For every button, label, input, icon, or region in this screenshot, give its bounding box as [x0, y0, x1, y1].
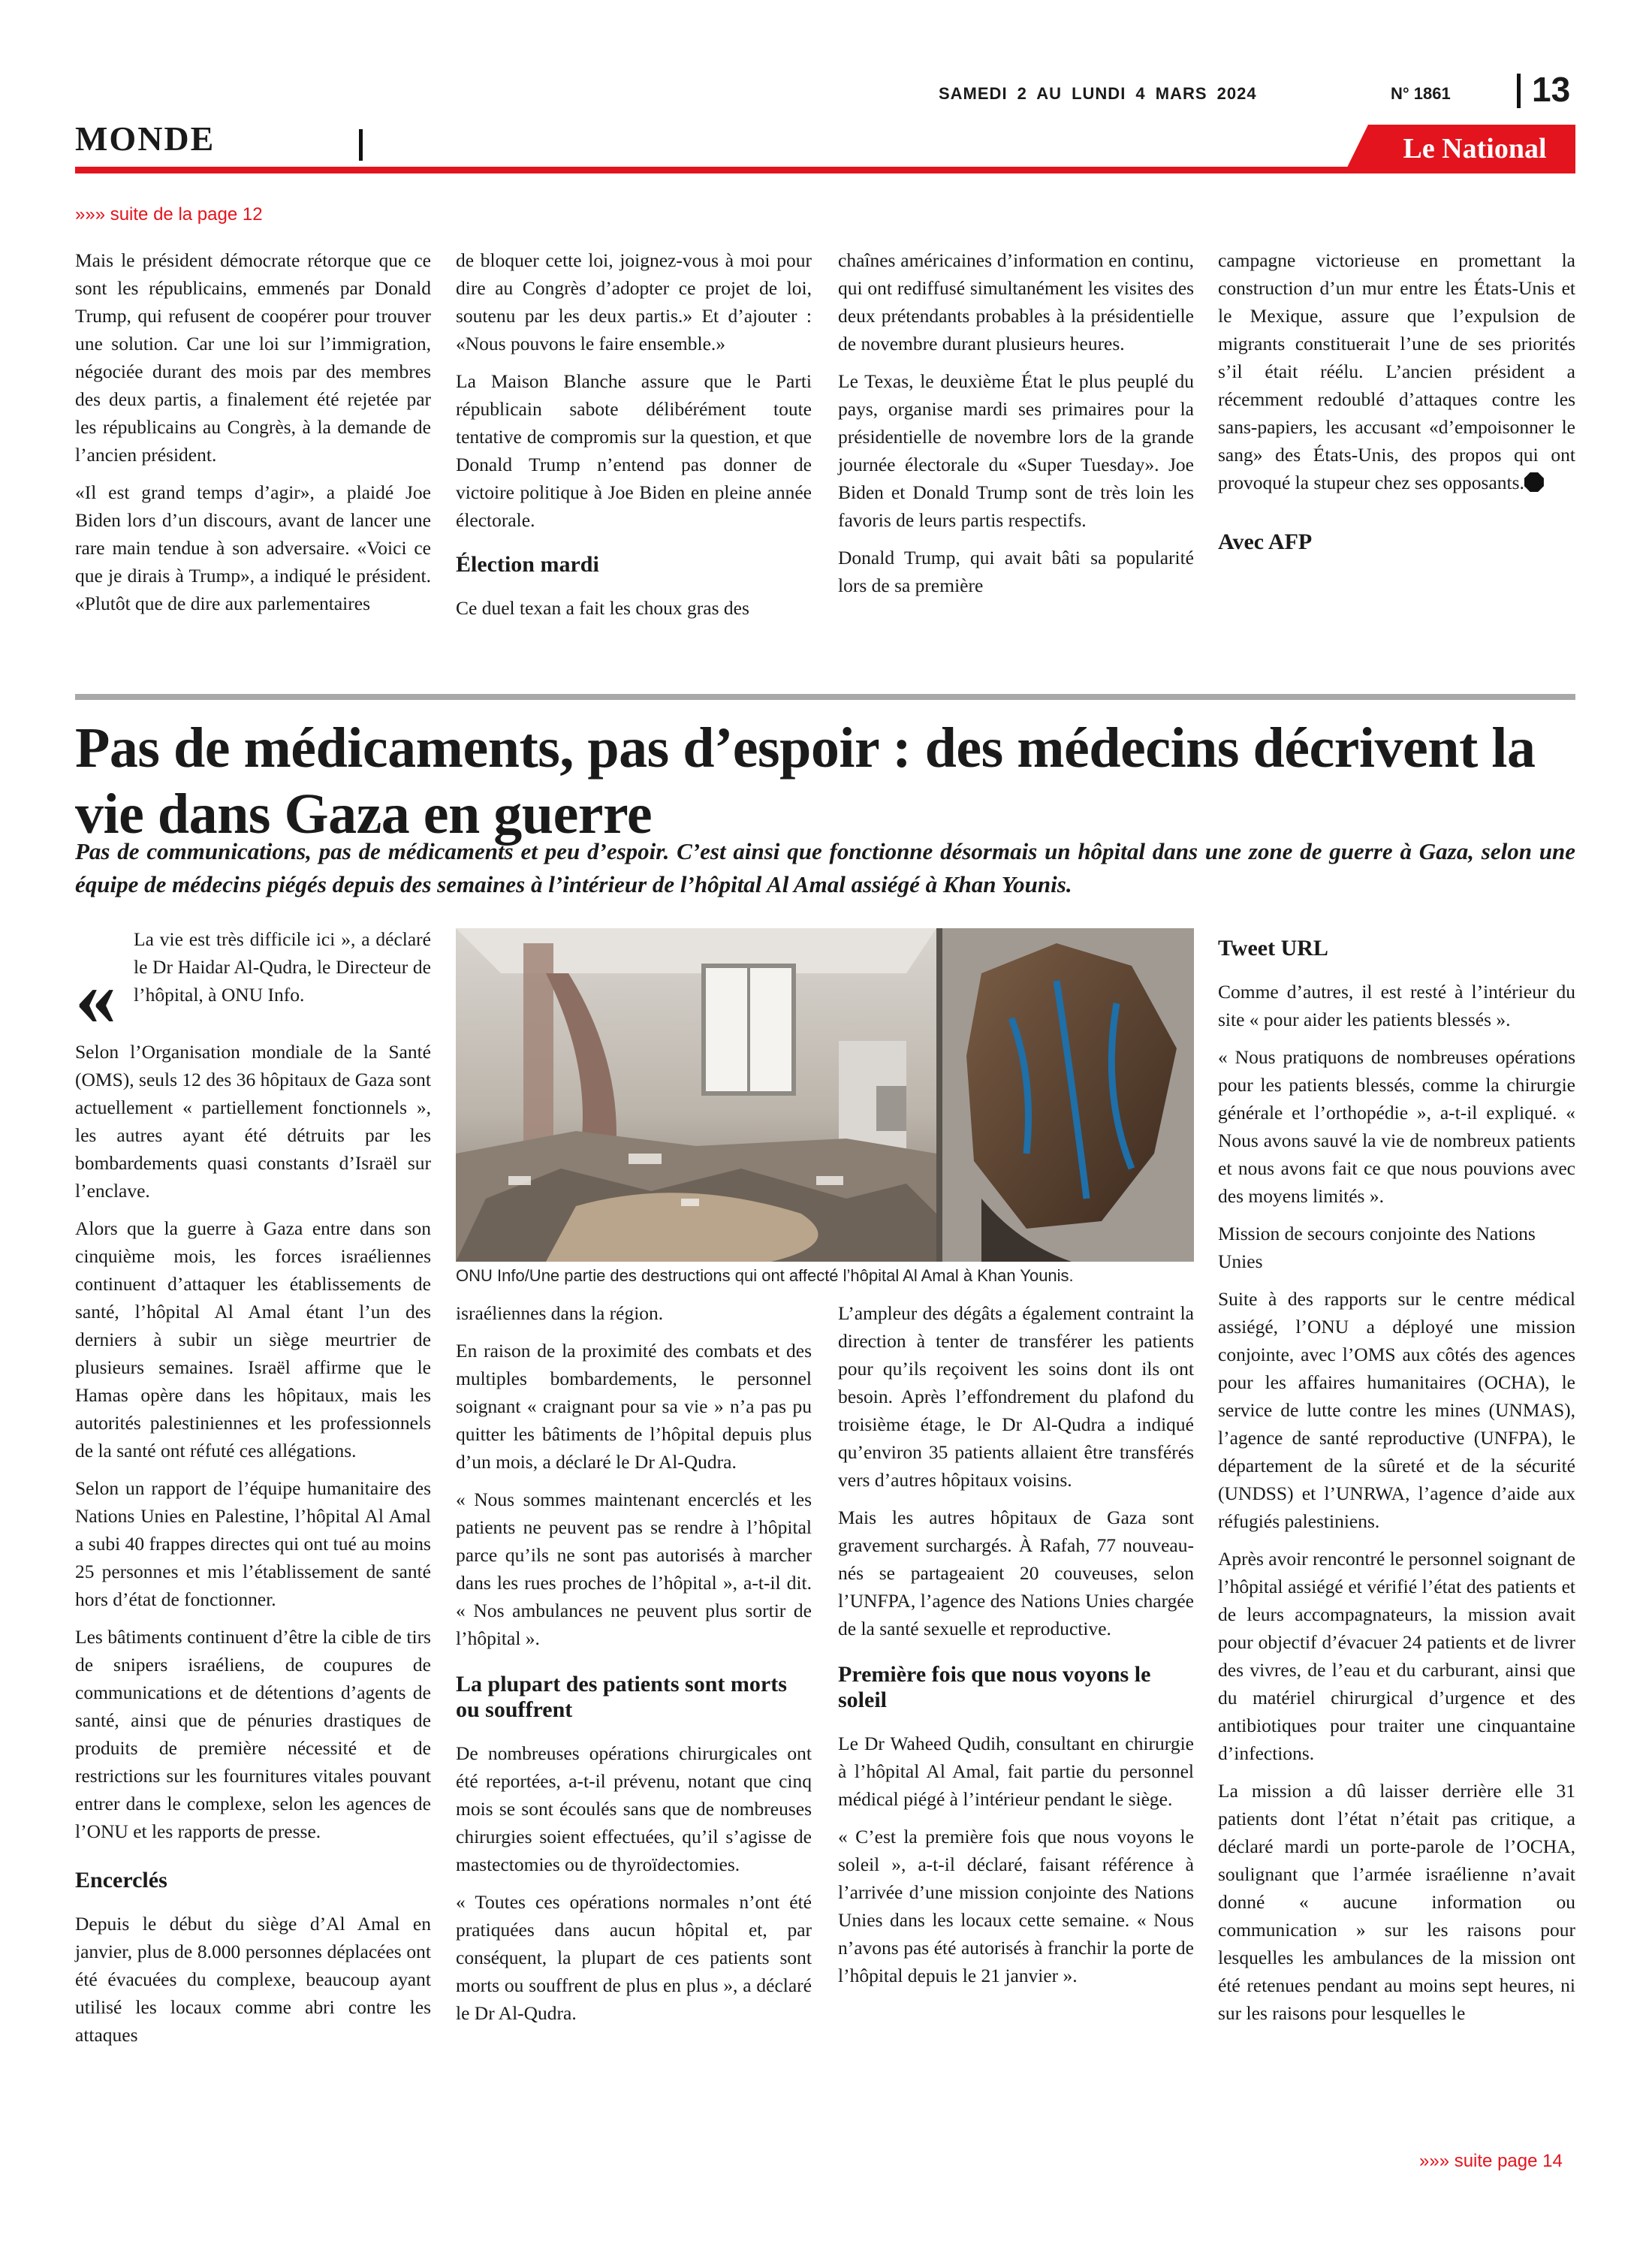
subheading: Première fois que nous voyons le soleil [838, 1662, 1151, 1712]
continued-on-link[interactable]: »»» suite page 14 [1419, 2151, 1563, 2171]
paragraph: « Nous sommes maintenant encerclés et les patients ne peuvent pas se rendre à l’hôpital parce qu’ils ne sont pas autorisés à marcher dans les rues proches de l’hôpital », a-t-il dit. « Nos ambulances ne peuvent plus sortir de l’hôpital ». [456, 1488, 812, 1649]
top-article-col2 [456, 246, 812, 632]
article-headline: Pas de médicaments, pas d’espoir : des médecins décrivent la vie dans Gaza en guerre [75, 716, 1536, 846]
paragraph: Les bâtiments continuent d’être la cible de tirs de snipers israéliens, de coupures de communications et de détentions d’agents de santé, ainsi que de pénuries drastiques de produits de première nécessité et de restrictions sur les fournitures vitales pouvant entrer dans le complexe, selon les agences de l’ONU et les rapports de presse. [75, 1626, 431, 1842]
paragraph: Alors que la guerre à Gaza entre dans son cinquième mois, les forces israéliennes continuent d’attaquer les établissements de santé, l’hôpital Al Amal étant l’un des derniers à subir un siège meurtrier de plusieurs semaines. Israël affirme que le Hamas opère dans les hôpitaux, mais les autorités palestiniennes et les professionnels de la santé ont réfuté ces allégations. [75, 1217, 431, 1461]
paragraph: En raison de la proximité des combats et des multiples bombardements, le personnel soignant « craignant pour sa vie » n’a pas pu quitter les bâtiments de l’hôpital depuis plus d’un mois, a déclaré le Dr Al-Qudra. [456, 1340, 812, 1473]
issue-number: N° 1861 [1391, 84, 1451, 103]
paragraph-text: campagne victorieuse en promettant la construction d’un mur entre les États-Unis et le Mexique, assure que l’expulsion de migrants constituerait l’une de ses priorités s’il était réélu. L’ancien président a récemment redoublé d’attaques contre les sans-papiers, les accusant «d’empoisonner le sang» des États-Unis, des propos qui ont provoqué la stupeur chez ses opposants. [1218, 249, 1575, 493]
hospital-damage-photo [456, 928, 1194, 1262]
photo-illustration [456, 928, 1194, 1262]
paragraph: De nombreuses opérations chirurgicales ont été reportées, a-t-il prévenu, notant que cinq mois se sont écoulés sans que de nombreuses chirurgies soient effectuées, qu’il s’agisse de mastectomies ou de thyroïdectomies. [456, 1742, 812, 1875]
paragraph: Depuis le début du siège d’Al Amal en janvier, plus de 8.000 personnes déplacées ont été évacuées du complexe, beaucoup ayant utilisé les locaux comme abri contre les attaques [75, 1913, 431, 2046]
paragraph: Après avoir rencontré le personnel soignant de l’hôpital assiégé et vérifié l’état des patients et de leurs accompagnateurs, la mission avait pour objectif d’évacuer 24 patients et de livrer des vivres, de l’eau et du carburant, ainsi que du matériel chirurgical d’urgence et des antibiotiques pour traiter une cinquantaine d’infections. [1218, 1548, 1575, 1764]
article-divider [75, 694, 1575, 700]
subheading: La plupart des patients sont morts ou souffrent [456, 1672, 787, 1722]
subheading: Encerclés [75, 1868, 167, 1893]
top-article-col1 [75, 246, 431, 627]
paragraph: « Toutes ces opérations normales n’ont été pratiquées dans aucun hôpital et, par conséquent, la plupart de ces patients sont morts ou souffrent de plus en plus », a déclaré le Dr Al-Qudra. [456, 1891, 812, 2024]
main-article-col2 [456, 1299, 812, 2037]
article-credit: Avec AFP [1218, 529, 1313, 554]
paragraph: Selon l’Organisation mondiale de la Santé (OMS), seuls 12 des 36 hôpitaux de Gaza sont actuellement « partiellement fonctionnels », les autres ayant été détruits par les bombardements quasi constants d’Israël sur l’enclave. [75, 1041, 431, 1202]
paragraph: chaînes américaines d’information en continu, qui ont rediffusé simultanément les visites des deux prétendants probables à la présidentielle de novembre durant plusieurs heures. [838, 249, 1194, 354]
paragraph: La mission a dû laisser derrière elle 31 patients dont l’état n’était pas critique, a déclaré mardi un porte-parole de l’OCHA, soulignant que l’armée israélienne n’avait donné « aucune information ou communication » sur les raisons pour lesquelles les ambulances de la mission ont été retenues pendant au moins sept heures, ni sur les raisons pour lesquelles le [1218, 1780, 1575, 2024]
section-divider [359, 129, 363, 161]
lead-paragraph [134, 925, 431, 1018]
inline-subheading: Mission de secours conjointe des Nations Unies [1218, 1223, 1536, 1272]
paragraph: Le Dr Waheed Qudih, consultant en chirurgie à l’hôpital Al Amal, fait partie du personnel médical piégé à l’intérieur pendant le siège. [838, 1733, 1194, 1810]
publication-name: Le National [1403, 133, 1547, 164]
paragraph: « C’est la première fois que nous voyons le soleil », a-t-il déclaré, faisant référence à l’arrivée d’une mission conjointe des Nations Unies dans les locaux cette semaine. « Nous n’avons pas été autorisés à franchir la porte de l’hôpital depuis le 21 janvier ». [838, 1826, 1194, 1986]
paragraph: L’ampleur des dégâts a également contraint la direction à tenter de transférer les patients pour qu’ils reçoivent les soins dont ils ont besoin. Après l’effondrement du plafond du troisième étage, le Dr Al-Qudra a indiqué qu’environ 35 patients allaient être transférés vers d’autres hôpitaux voisins. [838, 1302, 1194, 1491]
photo-caption: ONU Info/Une partie des destructions qui ont affecté l’hôpital Al Amal à Khan Younis. [456, 1266, 1074, 1285]
top-article-col3 [838, 246, 1194, 609]
paragraph: Suite à des rapports sur le centre médical assiégé, l’ONU a déployé une mission conjointe, avec l’OMS aux côtés des agences pour les affaires humanitaires (OCHA), le service de lutte contre les mines (UNMAS), l’agence de santé reproductive (UNFPA), le département de la sûreté et de la sécurité (UNDSS) et l’UNRWA, l’agence d’aide aux réfugiés palestiniens. [1218, 1288, 1575, 1532]
page-number: 13 [1532, 70, 1571, 109]
issue-date: SAMEDI 2 AU LUNDI 4 MARS 2024 [939, 84, 1257, 103]
paragraph: de bloquer cette loi, joignez-vous à moi pour dire au Congrès d’adopter ce projet de loi, soutenu par les deux partis.» Et d’ajouter : «Nous pouvons le faire ensemble.» [456, 249, 812, 354]
paragraph: Ce duel texan a fait les choux gras des [456, 597, 749, 619]
opening-quote-mark: « [75, 951, 116, 1042]
main-article-col1 [75, 1038, 431, 2058]
end-mark-icon [1524, 472, 1544, 492]
paragraph [1218, 246, 1575, 496]
main-article-col4 [1218, 936, 1575, 2037]
tweet-url-heading[interactable]: Tweet URL [1218, 936, 1328, 961]
paragraph: Mais le président démocrate rétorque que ce sont les républicains, emmenés par Donald Trump, qui refusent de coopérer pour trouver une solution. Car une loi sur l’immigration, négociée durant des mois par des membres des deux partis, a finalement été rejetée par les républicains au Congrès, à la demande de l’ancien président. [75, 249, 431, 466]
paragraph: Comme d’autres, il est resté à l’intérieur du site « pour aider les patients blessés ». [1218, 981, 1575, 1030]
paragraph: Selon un rapport de l’équipe humanitaire des Nations Unies en Palestine, l’hôpital Al Amal a subi 40 frappes directes qui ont tué au moins 25 personnes et mis l’établissement de santé hors d’état de fonctionner. [75, 1477, 431, 1610]
paragraph: « Nous pratiquons de nombreuses opérations pour les patients blessés, comme la chirurgie générale et l’orthopédie », a-t-il expliqué. « Nous avons sauvé la vie de nombreux patients et nous avons fait ce que nous pouvions avec des moyens limités ». [1218, 1046, 1575, 1207]
paragraph: Le Texas, le deuxième État le plus peuplé du pays, organise mardi ses primaires pour la présidentielle de novembre lors de la grande journée électorale du «Super Tuesday». Joe Biden et Donald Trump sont de très loin les favoris de leurs partis respectifs. [838, 370, 1194, 531]
paragraph: La Maison Blanche assure que le Parti républicain sabote délibérément toute tentative de compromis sur la question, et que Donald Trump n’entend pas donner de victoire politique à Joe Biden en pleine année électorale. [456, 370, 812, 531]
page-number-divider [1517, 74, 1521, 108]
paragraph: La vie est très difficile ici », a déclaré le Dr Haidar Al-Qudra, le Directeur de l’hôpital, à ONU Info. [134, 928, 431, 1006]
paragraph: israéliennes dans la région. [456, 1302, 664, 1324]
top-article-col4 [1218, 246, 1575, 572]
section-title: MONDE [75, 119, 216, 158]
continued-from-link[interactable]: »»» suite de la page 12 [75, 204, 263, 225]
paragraph: Donald Trump, qui avait bâti sa popularité lors de sa première [838, 547, 1194, 596]
article-dek: Pas de communications, pas de médicaments et peu d’espoir. C’est ainsi que fonctionne désormais un hôpital dans une zone de guerre à Gaza, selon une équipe de médecins piégés depuis des semaines à l’intérieur de l’hôpital Al Amal assiégé à Khan Younis. [75, 838, 1575, 897]
paragraph: Mais les autres hôpitaux de Gaza sont gravement surchargés. À Rafah, 77 nouveau-nés se partageaient 20 couveuses, selon l’UNFPA, l’agence des Nations Unies chargée de la santé sexuelle et reproductive. [838, 1507, 1194, 1639]
paragraph: «Il est grand temps d’agir», a plaidé Joe Biden lors d’un discours, avant de lancer une rare main tendue à son adversaire. «Voici ce que je dirais à Trump», a indiqué le président. «Plutôt que de dire aux parlementaires [75, 481, 431, 614]
subheading: Élection mardi [456, 552, 599, 577]
main-article-col3 [838, 1299, 1194, 1999]
